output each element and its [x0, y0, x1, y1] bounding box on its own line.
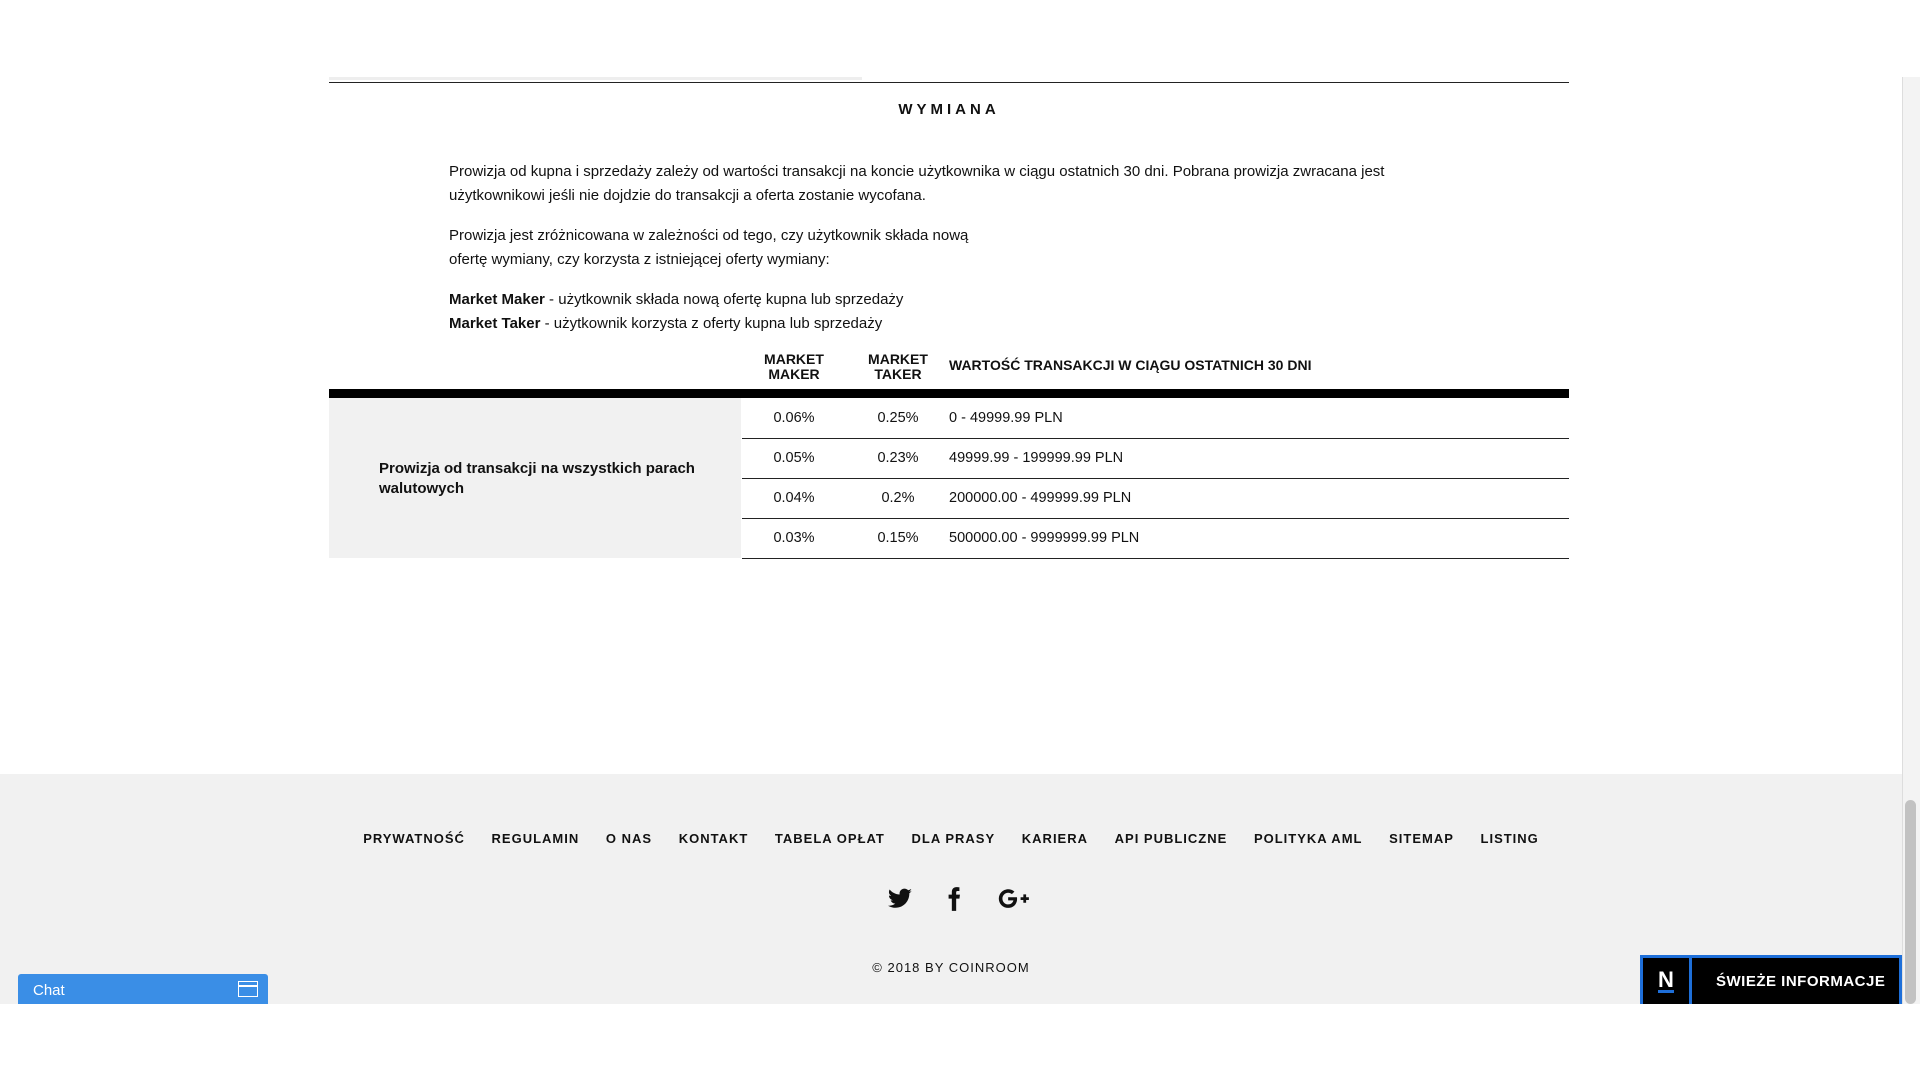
news-logo: [1643, 958, 1692, 1004]
market-maker-desc: - użytkownik składa nową ofertę kupna lub sprzedaży: [544, 291, 904, 308]
value-range: 0 - 49999.99 PLN: [949, 410, 1063, 426]
footer-nav: [0, 831, 1902, 846]
table-row: [742, 478, 1569, 519]
chat-widget[interactable]: [18, 974, 268, 1004]
header-market-maker: [742, 352, 846, 382]
top-light-rule: [329, 77, 862, 80]
top-rule: [329, 82, 1569, 83]
fee-row-label: Prowizja od transakcji na wszystkich parach walutowych: [379, 460, 695, 497]
taker-fee: 0.2%: [881, 490, 915, 506]
fee-differentiation-text: Prowizja jest zróżnicowana w zależności od tego, czy użytkownik składa nową ofertę wymiany, czy korzysta z istniejącej oferty wymiany:: [449, 227, 969, 268]
copyright: © 2018 BY COINROOM: [872, 960, 1030, 975]
window-icon[interactable]: [238, 981, 258, 997]
chat-label: Chat: [33, 982, 65, 999]
market-definitions: [449, 288, 1389, 336]
footer-link-sitemap[interactable]: SITEMAP: [1389, 831, 1454, 846]
facebook-icon[interactable]: [939, 884, 969, 914]
maker-fee: 0.05%: [773, 450, 815, 466]
news-logo-letter: N: [1658, 966, 1674, 992]
market-maker-definition: [449, 288, 1389, 312]
market-taker-definition: [449, 312, 1389, 336]
value-range: 49999.99 - 199999.99 PLN: [949, 450, 1124, 466]
maker-fee: 0.03%: [773, 530, 815, 546]
taker-fee: 0.25%: [877, 410, 919, 426]
footer-link-careers[interactable]: KARIERA: [1021, 831, 1089, 846]
header-market-taker-text: MARKET TAKER: [868, 351, 928, 382]
header-market-maker-text: MARKET MAKER: [764, 351, 824, 382]
footer-link-press[interactable]: DLA PRASY: [911, 831, 996, 846]
market-taker-term: Market Taker: [449, 315, 541, 332]
footer-link-aml-policy[interactable]: POLITYKA AML: [1253, 831, 1363, 846]
fee-description: Prowizja od kupna i sprzedaży zależy od wartości transakcji na koncie użytkownika w ciągu ostatnich 30 dni. Pobrana prowizja zwracana jest użytkownikowi jeśli nie dojdzie do transakcji a oferta zostanie wycofana.: [449, 163, 1385, 204]
footer-link-terms[interactable]: REGULAMIN: [491, 831, 580, 846]
header-transaction-value: WARTOŚĆ TRANSAKCJI W CIĄGU OSTATNICH 30 DNI: [949, 357, 1312, 373]
footer-link-fees[interactable]: TABELA OPŁAT: [774, 831, 885, 846]
fresh-news-widget[interactable]: [1640, 955, 1902, 1004]
scrollbar-thumb[interactable]: [1905, 800, 1916, 1004]
table-header-divider: [329, 389, 1569, 398]
viewport-bottom-blank: [0, 1004, 1920, 1080]
table-row: [742, 518, 1569, 559]
table-row: [742, 398, 1569, 439]
header-market-taker: [846, 352, 950, 382]
value-range: 500000.00 - 9999999.99 PLN: [949, 530, 1140, 546]
market-maker-term: Market Maker: [449, 291, 545, 308]
value-range: 200000.00 - 499999.99 PLN: [949, 490, 1132, 506]
taker-fee: 0.15%: [877, 530, 919, 546]
maker-fee: 0.06%: [773, 410, 815, 426]
maker-fee: 0.04%: [773, 490, 815, 506]
footer-link-about[interactable]: O NAS: [605, 831, 653, 846]
table-row: [742, 438, 1569, 479]
footer-link-contact[interactable]: KONTAKT: [678, 831, 749, 846]
footer-link-privacy[interactable]: PRYWATNOŚĆ: [363, 831, 465, 846]
footer-link-listing[interactable]: LISTING: [1480, 831, 1539, 846]
google-plus-icon[interactable]: [995, 884, 1033, 914]
market-taker-desc: - użytkownik korzysta z oferty kupna lub sprzedaży: [540, 315, 883, 332]
section-title: WYMIANA: [898, 101, 1000, 118]
news-label: ŚWIEŻE INFORMACJE: [1716, 973, 1886, 990]
footer-link-public-api[interactable]: API PUBLICZNE: [1114, 831, 1228, 846]
twitter-icon[interactable]: [885, 884, 915, 914]
taker-fee: 0.23%: [877, 450, 919, 466]
